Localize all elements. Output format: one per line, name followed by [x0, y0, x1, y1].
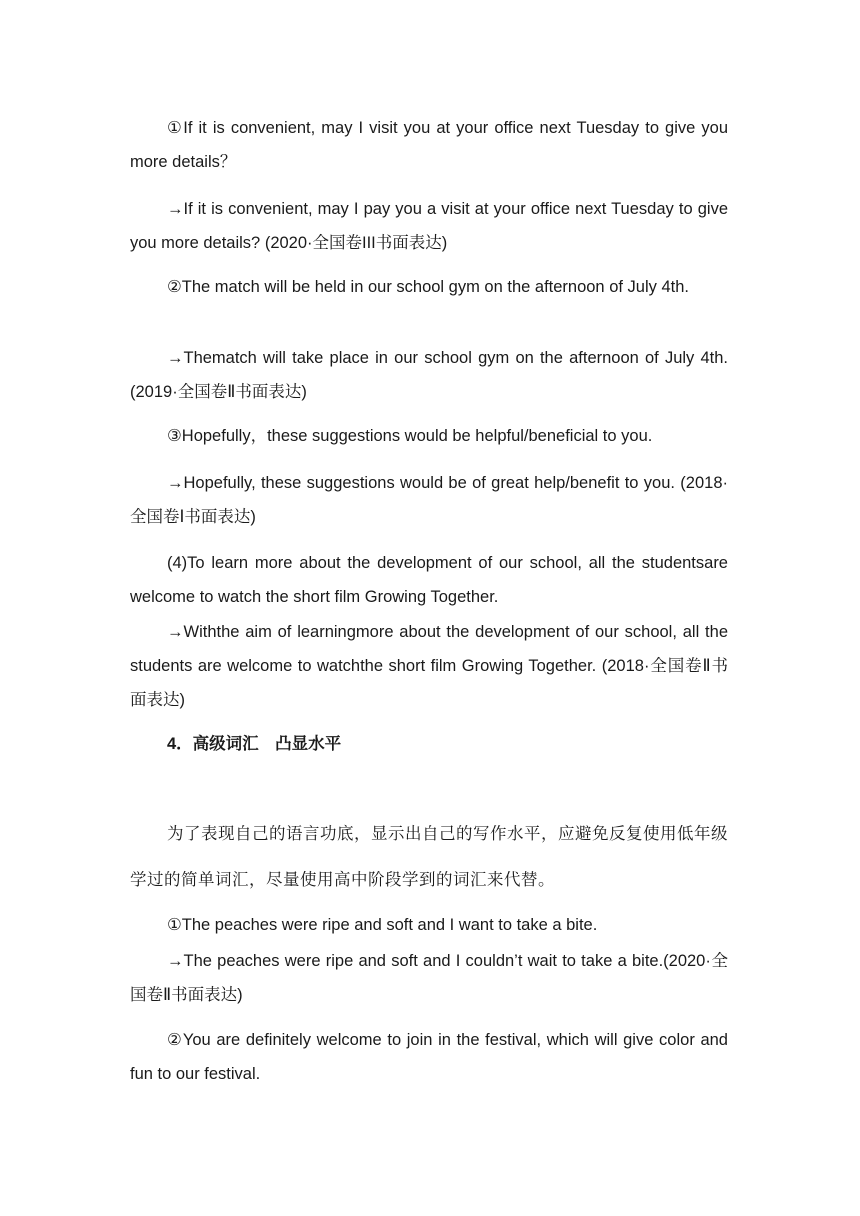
vocab-example-1-original: ①The peaches were ripe and soft and I want to take a bite.	[167, 916, 598, 934]
example-1-original: ①If it is convenient, may I visit you at your office next Tuesday to give you more details？	[130, 119, 728, 171]
example-1-rewrite: →If it is convenient, may I pay you a visit at your office next Tuesday to give you more details? (2020·全国卷III书面表达)	[130, 200, 728, 252]
vocab-example-1-rewrite: →The peaches were ripe and soft and I couldn’t wait to take a bite.(2020·全国卷Ⅱ书面表达)	[130, 952, 728, 1004]
section-heading: 4．高级词汇 凸显水平	[167, 735, 342, 753]
example-2-rewrite: →Thematch will take place in our school gym on the afternoon of July 4th. (2019·全国卷Ⅱ书面表达)	[130, 349, 728, 401]
example-2-original: ②The match will be held in our school gym on the afternoon of July 4th.	[167, 278, 689, 296]
example-4-original: (4)To learn more about the development of our school, all the studentsare welcome to watch the short film Growing Together.	[130, 554, 728, 606]
vocab-example-2-original: ②You are definitely welcome to join in the festival, which will give color and fun to our festival.	[130, 1031, 728, 1083]
section-intro: 为了表现自己的语言功底，显示出自己的写作水平，应避免反复使用低年级学过的简单词汇，尽量使用高中阶段学到的词汇来代替。	[130, 825, 728, 889]
example-4-rewrite: →Withthe aim of learningmore about the development of our school, all the students are welcome to watchthe short film Growing Together. (2018·全国卷Ⅱ书面表达)	[130, 623, 728, 709]
example-3-rewrite: →Hopefully, these suggestions would be of great help/benefit to you. (2018·全国卷Ⅰ书面表达)	[130, 474, 728, 526]
example-3-original: ③Hopefully，these suggestions would be helpful/beneficial to you.	[167, 427, 653, 445]
